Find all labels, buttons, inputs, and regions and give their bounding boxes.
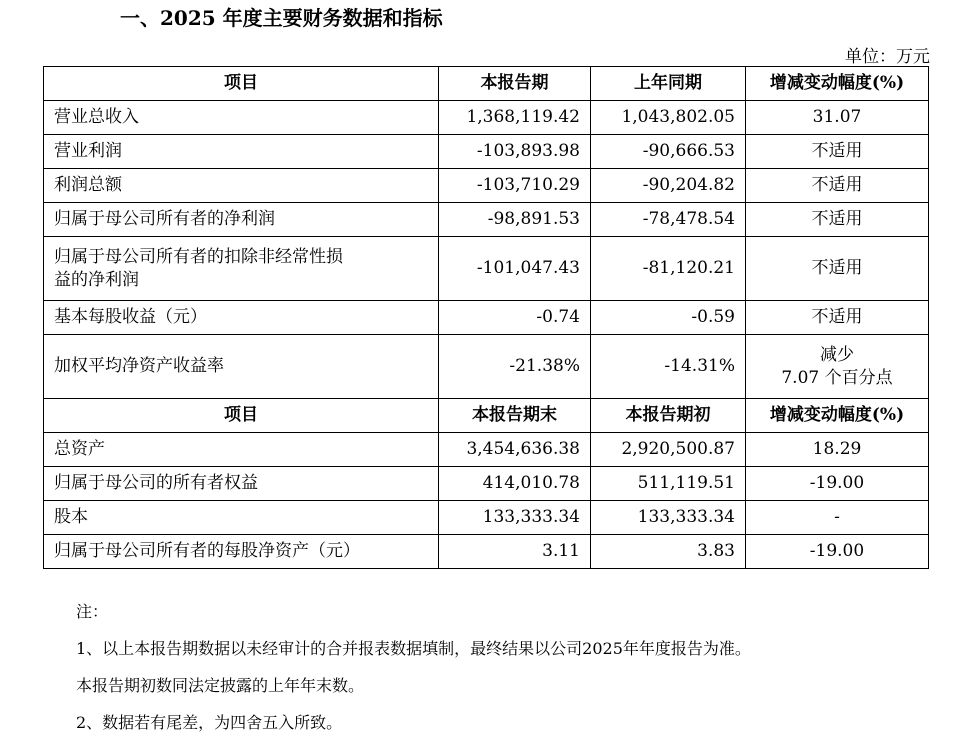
row-prior: 133,333.34	[591, 501, 746, 535]
header-change-pct: 增减变动幅度(%)	[746, 67, 929, 101]
row-item: 股本	[44, 501, 439, 535]
table-row	[44, 237, 929, 301]
table-row	[44, 203, 929, 237]
row-change	[746, 335, 929, 399]
row-current: -0.74	[439, 301, 591, 335]
row-current: 414,010.78	[439, 467, 591, 501]
row-current: 3.11	[439, 535, 591, 569]
row-change: 不适用	[746, 301, 929, 335]
notes-heading: 注：	[76, 602, 109, 621]
note-2: 2、数据若有尾差，为四舍五入所致。	[76, 713, 343, 732]
note-1: 1、以上本报告期数据以未经审计的合并报表数据填制，最终结果以公司2025年年度报告为准。	[76, 639, 751, 658]
row-current: 3,454,636.38	[439, 433, 591, 467]
financial-data-table	[43, 66, 929, 569]
row-prior: 3.83	[591, 535, 746, 569]
row-change: 不适用	[746, 237, 929, 301]
header-period-end: 本报告期末	[439, 399, 591, 433]
note-1-continuation: 本报告期初数同法定披露的上年年末数。	[76, 676, 365, 695]
row-change: 不适用	[746, 169, 929, 203]
row-current: 133,333.34	[439, 501, 591, 535]
row-item	[44, 237, 439, 301]
table-header-row	[44, 67, 929, 101]
row-item: 营业总收入	[44, 101, 439, 135]
table-row	[44, 135, 929, 169]
row-current: -103,893.98	[439, 135, 591, 169]
header-current-period: 本报告期	[439, 67, 591, 101]
row-change: -	[746, 501, 929, 535]
notes-section	[76, 593, 751, 741]
row-prior: -81,120.21	[591, 237, 746, 301]
table-row	[44, 535, 929, 569]
table-row	[44, 101, 929, 135]
row-prior: 1,043,802.05	[591, 101, 746, 135]
row-current: -101,047.43	[439, 237, 591, 301]
table-row	[44, 169, 929, 203]
row-item-line1: 归属于母公司所有者的扣除非经常性损	[54, 246, 343, 267]
row-item: 利润总额	[44, 169, 439, 203]
row-change: -19.00	[746, 535, 929, 569]
row-item: 总资产	[44, 433, 439, 467]
row-change: 18.29	[746, 433, 929, 467]
row-item: 归属于母公司的所有者权益	[44, 467, 439, 501]
row-item: 基本每股收益（元）	[44, 301, 439, 335]
row-prior: -0.59	[591, 301, 746, 335]
table-row	[44, 501, 929, 535]
row-change: -19.00	[746, 467, 929, 501]
table-row	[44, 467, 929, 501]
row-item: 营业利润	[44, 135, 439, 169]
row-change: 不适用	[746, 135, 929, 169]
row-change-line2: 7.07 个百分点	[781, 367, 893, 388]
row-current: -98,891.53	[439, 203, 591, 237]
row-item: 归属于母公司所有者的净利润	[44, 203, 439, 237]
row-prior: 2,920,500.87	[591, 433, 746, 467]
row-change: 不适用	[746, 203, 929, 237]
row-item-line2: 益的净利润	[54, 269, 139, 290]
row-prior: 511,119.51	[591, 467, 746, 501]
row-prior: -78,478.54	[591, 203, 746, 237]
row-prior: -14.31%	[591, 335, 746, 399]
table-header-row	[44, 399, 929, 433]
row-change-line1: 减少	[820, 344, 854, 365]
header-item: 项目	[44, 399, 439, 433]
section-title: 一、2025 年度主要财务数据和指标	[120, 6, 443, 30]
unit-label: 单位：万元	[845, 47, 930, 67]
row-prior: -90,666.53	[591, 135, 746, 169]
header-change-pct: 增减变动幅度(%)	[746, 399, 929, 433]
row-current: 1,368,119.42	[439, 101, 591, 135]
header-prior-period: 上年同期	[591, 67, 746, 101]
row-item: 归属于母公司所有者的每股净资产（元）	[44, 535, 439, 569]
table-row	[44, 433, 929, 467]
row-prior: -90,204.82	[591, 169, 746, 203]
row-current: -21.38%	[439, 335, 591, 399]
row-current: -103,710.29	[439, 169, 591, 203]
row-change: 31.07	[746, 101, 929, 135]
header-item: 项目	[44, 67, 439, 101]
row-item: 加权平均净资产收益率	[44, 335, 439, 399]
table-row	[44, 301, 929, 335]
header-period-start: 本报告期初	[591, 399, 746, 433]
table-row	[44, 335, 929, 399]
